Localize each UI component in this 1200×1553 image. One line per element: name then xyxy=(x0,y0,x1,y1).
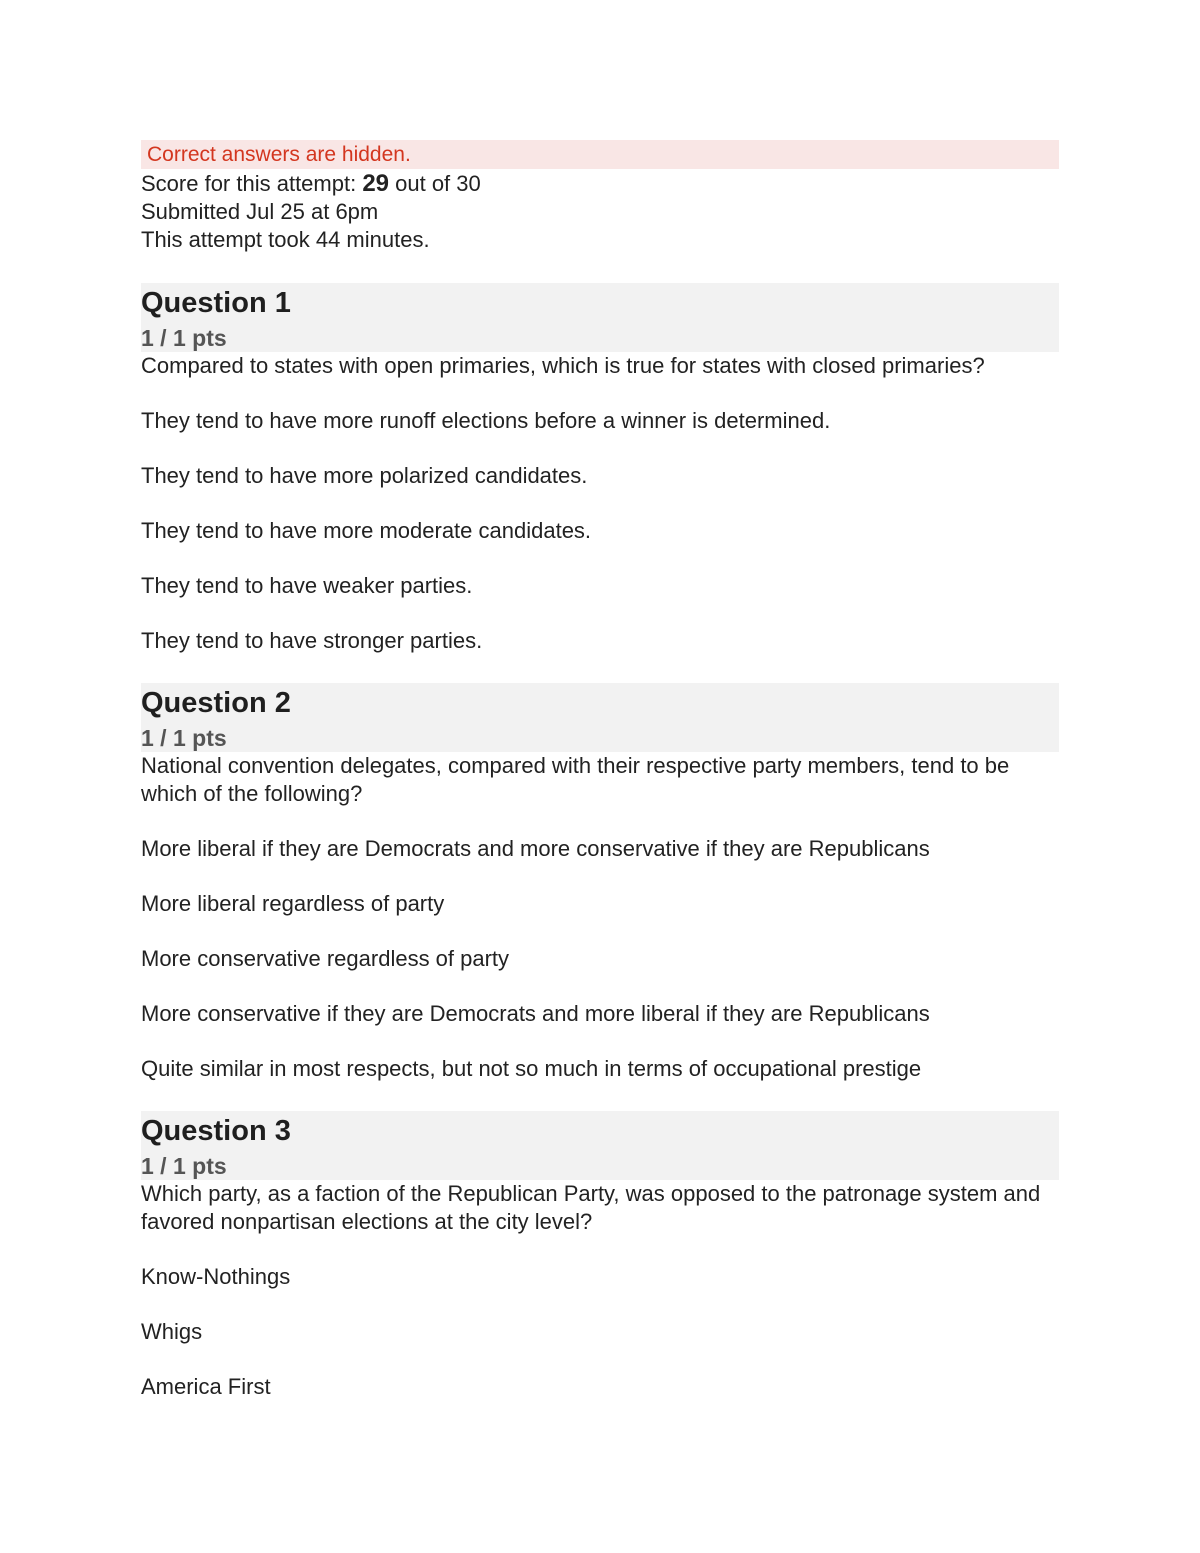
question-title: Question 3 xyxy=(141,1115,291,1147)
question-header xyxy=(141,1111,1059,1180)
question-points: 1 / 1 pts xyxy=(141,325,227,351)
score-total: out of 30 xyxy=(389,171,481,196)
answer-option: More liberal if they are Democrats and more conservative if they are Republicans xyxy=(141,836,930,861)
answer-option: They tend to have more runoff elections before a winner is determined. xyxy=(141,408,831,433)
answer-option: They tend to have more polarized candidates. xyxy=(141,463,588,488)
score-line xyxy=(141,170,1059,198)
score-value: 29 xyxy=(362,170,390,197)
score-label: Score for this attempt: xyxy=(141,171,363,196)
question-1 xyxy=(141,283,1059,655)
answer-option: They tend to have weaker parties. xyxy=(141,573,473,598)
answer-list xyxy=(141,407,1059,655)
answer-option: More conservative regardless of party xyxy=(141,946,510,971)
question-points: 1 / 1 pts xyxy=(141,1153,227,1179)
question-text: Compared to states with open primaries, which is true for states with closed primaries? xyxy=(141,353,985,378)
answer-option: America First xyxy=(141,1374,271,1399)
answer-option: More conservative if they are Democrats and more liberal if they are Republicans xyxy=(141,1001,930,1026)
question-text: National convention delegates, compared with their respective party members, tend to be which of the following? xyxy=(141,753,1010,806)
question-text: Which party, as a faction of the Republican Party, was opposed to the patronage system and favored nonpartisan elections at the city level? xyxy=(141,1181,1041,1234)
question-title: Question 1 xyxy=(141,287,291,319)
answer-option: More liberal regardless of party xyxy=(141,891,445,916)
answer-option: Quite similar in most respects, but not so much in terms of occupational prestige xyxy=(141,1056,922,1081)
hidden-answers-notice: Correct answers are hidden. xyxy=(141,140,1059,169)
question-header xyxy=(141,283,1059,352)
question-points: 1 / 1 pts xyxy=(141,725,227,751)
question-title: Question 2 xyxy=(141,687,291,719)
question-3 xyxy=(141,1111,1059,1401)
question-2 xyxy=(141,683,1059,1083)
answer-option: Whigs xyxy=(141,1319,203,1344)
answer-option: Know-Nothings xyxy=(141,1264,291,1289)
answer-option: They tend to have stronger parties. xyxy=(141,628,483,653)
answer-list xyxy=(141,1263,1059,1401)
attempt-duration: This attempt took 44 minutes. xyxy=(141,227,430,252)
answer-option: They tend to have more moderate candidates. xyxy=(141,518,592,543)
question-header xyxy=(141,683,1059,752)
quiz-results-page xyxy=(141,140,1059,254)
answer-list xyxy=(141,835,1059,1083)
submitted-time: Submitted Jul 25 at 6pm xyxy=(141,199,379,224)
